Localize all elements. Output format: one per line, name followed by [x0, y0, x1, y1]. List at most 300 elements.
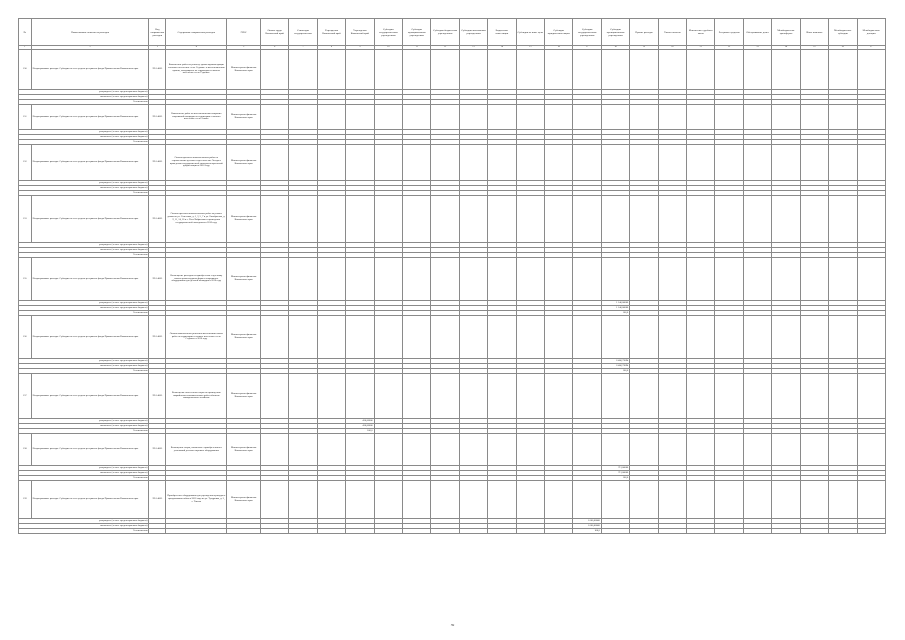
value-cell: [374, 529, 402, 534]
column-number: 5: [227, 46, 261, 50]
value-cell: [488, 105, 516, 130]
subtotal-label: % исполнения: [19, 311, 149, 316]
subtotal-label: утверждено (за счет средств краевого бюджета): [19, 466, 149, 471]
expense-code: 99 0 4005: [149, 434, 166, 466]
expense-code: 99 0 4005: [149, 105, 166, 130]
value-cell: 1 140,00000: [601, 301, 629, 306]
column-header: Уплата налогов: [658, 19, 686, 46]
value-cell: [687, 105, 715, 130]
value-cell: [346, 374, 374, 419]
expense-name: Непрограммные расходы. Субсидии за счет средств резервного фонда Правительства Камчатского края: [31, 481, 149, 519]
value-cell: [630, 50, 658, 90]
value-cell: [403, 50, 431, 90]
value-cell: [545, 258, 573, 301]
value-cell: [545, 481, 573, 519]
value-cell: [317, 481, 345, 519]
value-cell: [800, 105, 828, 130]
column-number: 13: [459, 46, 487, 50]
column-number: 27: [857, 46, 886, 50]
value-cell: [459, 50, 487, 90]
value-cell: 6 400,72094: [601, 359, 629, 364]
column-header: Исполнение судебных актов: [687, 19, 715, 46]
value-cell: [289, 105, 317, 130]
column-header: Субсидии государственным учреждениям: [573, 19, 601, 46]
value-cell: [317, 434, 345, 466]
value-cell: [687, 258, 715, 301]
value-cell: [687, 434, 715, 466]
table-row: [19, 196, 886, 243]
value-cell: [545, 374, 573, 419]
value-cell: [289, 258, 317, 301]
table-row: [19, 316, 886, 359]
value-cell: 100,0: [601, 311, 629, 316]
value-cell: [800, 529, 828, 534]
value-cell: [857, 50, 886, 90]
value-cell: [317, 258, 345, 301]
value-cell: [715, 481, 743, 519]
value-cell: [715, 196, 743, 243]
value-cell: [630, 258, 658, 301]
expense-code: 99 0 4005: [149, 258, 166, 301]
column-number: 9: [346, 46, 374, 50]
value-cell: [601, 258, 629, 301]
table-row: [19, 258, 886, 301]
row-number: 150: [19, 50, 32, 90]
value-cell: [857, 481, 886, 519]
subtotal-label: исполнено (за счет средств краевого бюджета): [19, 471, 149, 476]
subtotal-label: утверждено (за счет средств краевого бюджета): [19, 519, 149, 524]
grbs-name: Министерство финансов Камчатского края: [227, 316, 261, 359]
subtotal-label: утверждено (за счет средств краевого бюджета): [19, 90, 149, 95]
subtotal-label: исполнено (за счет средств краевого бюджета): [19, 424, 149, 429]
expense-name: Непрограммные расходы. Субсидии за счет средств резервного фонда Правительства Камчатского края: [31, 50, 149, 90]
value-cell: [573, 481, 601, 519]
column-header: Межбюджетные дотации: [857, 19, 886, 46]
value-cell: [658, 316, 686, 359]
value-cell: [459, 258, 487, 301]
subtotal-label: исполнено (за счет средств краевого бюджета): [19, 135, 149, 140]
value-cell: [630, 529, 658, 534]
value-cell: [772, 105, 800, 130]
value-cell: [346, 145, 374, 181]
value-cell: [715, 258, 743, 301]
value-cell: [260, 196, 288, 243]
expense-name: Непрограммные расходы. Субсидии за счет средств резервного фонда Правительства Камчатского края: [31, 145, 149, 181]
value-cell: [573, 374, 601, 419]
value-cell: [260, 145, 288, 181]
value-cell: [516, 145, 544, 181]
value-cell: [459, 316, 487, 359]
value-cell: [743, 145, 771, 181]
table-body: [19, 19, 886, 534]
value-cell: [829, 258, 857, 301]
value-cell: [829, 105, 857, 130]
column-number: 2: [31, 46, 149, 50]
page-number: 39: [450, 623, 455, 627]
value-cell: [743, 196, 771, 243]
expense-code: 99 0 4005: [149, 145, 166, 181]
value-cell: [459, 196, 487, 243]
value-cell: [829, 374, 857, 419]
subtotal-label: % исполнения: [19, 140, 149, 145]
value-cell: [658, 258, 686, 301]
value-cell: [317, 105, 345, 130]
value-cell: [573, 196, 601, 243]
value-cell: [715, 50, 743, 90]
column-header: Межбюджетные субсидии: [829, 19, 857, 46]
grbs-name: Министерство финансов Камчатского края: [227, 145, 261, 181]
column-header: Резервные средства: [715, 19, 743, 46]
column-header: Оплата труда Камчатский край: [260, 19, 288, 46]
value-cell: [488, 481, 516, 519]
value-cell: [743, 529, 771, 534]
column-number: 15: [516, 46, 544, 50]
value-cell: 1 140,00000: [601, 306, 629, 311]
value-cell: [630, 105, 658, 130]
value-cell: 100,0: [601, 369, 629, 374]
value-cell: [260, 481, 288, 519]
value-cell: 6 400,72094: [601, 364, 629, 369]
subtotal-label: утверждено (за счет средств краевого бюджета): [19, 419, 149, 424]
value-cell: [403, 196, 431, 243]
value-cell: [772, 145, 800, 181]
value-cell: [545, 316, 573, 359]
value-cell: [166, 529, 227, 534]
column-header: Прочие расходы: [630, 19, 658, 46]
value-cell: [545, 196, 573, 243]
value-cell: [658, 196, 686, 243]
value-cell: [289, 145, 317, 181]
value-cell: [829, 481, 857, 519]
grbs-name: Министерство финансов Камчатского края: [227, 105, 261, 130]
grbs-name: Министерство финансов Камчатского края: [227, 196, 261, 243]
value-cell: [317, 50, 345, 90]
row-number: 151: [19, 105, 32, 130]
value-cell: [374, 316, 402, 359]
value-cell: [289, 316, 317, 359]
value-cell: [800, 481, 828, 519]
value-cell: [743, 316, 771, 359]
value-cell: [743, 105, 771, 130]
value-cell: [601, 145, 629, 181]
value-cell: [374, 196, 402, 243]
column-number: 1: [19, 46, 32, 50]
value-cell: [431, 196, 459, 243]
value-cell: [687, 374, 715, 419]
value-cell: [459, 374, 487, 419]
value-cell: [772, 481, 800, 519]
expense-name: Непрограммные расходы. Субсидии за счет средств резервного фонда Правительства Камчатского края: [31, 105, 149, 130]
subtotal-label: утверждено (за счет средств краевого бюджета): [19, 181, 149, 186]
value-cell: [715, 105, 743, 130]
value-cell: [317, 145, 345, 181]
column-header: Бюджетные инвестиции: [488, 19, 516, 46]
value-cell: [289, 50, 317, 90]
value-cell: [431, 481, 459, 519]
column-header: Субсидии бюджетным учреждениям: [431, 19, 459, 46]
column-number: 3: [149, 46, 166, 50]
column-number: 21: [687, 46, 715, 50]
column-number: 24: [772, 46, 800, 50]
table-row: [19, 481, 886, 519]
value-cell: [573, 50, 601, 90]
column-number: 10: [374, 46, 402, 50]
grbs-name: Министерство финансов Камчатского края: [227, 374, 261, 419]
value-cell: [658, 529, 686, 534]
value-cell: [743, 374, 771, 419]
subtotal-label: утверждено (за счет средств краевого бюджета): [19, 301, 149, 306]
value-cell: [403, 105, 431, 130]
subtotal-row: [19, 529, 886, 534]
column-header: №: [19, 19, 32, 46]
expense-code: 99 0 4005: [149, 196, 166, 243]
value-cell: [601, 196, 629, 243]
value-cell: [715, 316, 743, 359]
value-cell: [829, 50, 857, 90]
column-header: Межбюджетные трансферты: [772, 19, 800, 46]
value-cell: [601, 529, 629, 534]
subtotal-label: % исполнения: [19, 476, 149, 481]
value-cell: [743, 258, 771, 301]
column-header: Субсидии муниципальным учреждениям: [403, 19, 431, 46]
value-cell: [374, 50, 402, 90]
value-cell: [715, 434, 743, 466]
column-header: Субсидии автономным учреждениям: [459, 19, 487, 46]
value-cell: [374, 145, 402, 181]
value-cell: [459, 434, 487, 466]
budget-table: [18, 18, 886, 534]
row-number: 158: [19, 434, 32, 466]
value-cell: [857, 529, 886, 534]
value-cell: 713,00000: [601, 466, 629, 471]
value-cell: [573, 105, 601, 130]
column-number: 7: [289, 46, 317, 50]
value-cell: [630, 434, 658, 466]
subtotal-label: утверждено (за счет средств краевого бюджета): [19, 359, 149, 364]
value-cell: [346, 196, 374, 243]
value-cell: [857, 258, 886, 301]
value-cell: [459, 481, 487, 519]
value-cell: [317, 316, 345, 359]
value-cell: [687, 529, 715, 534]
column-number: 17: [573, 46, 601, 50]
value-cell: [800, 145, 828, 181]
value-cell: [374, 434, 402, 466]
value-cell: [715, 145, 743, 181]
value-cell: [573, 316, 601, 359]
value-cell: [289, 374, 317, 419]
row-number: 157: [19, 374, 32, 419]
table-row: [19, 50, 886, 90]
expense-description: Оплата проектно-изыскательских работ на ремонт домов по ул. Советская, д. 1, 3, 5, 7 и ул. Октябрьская, д. 9, 11, 14, 16 в с. Усть-Хайрюзово и проведения государственной экспертизы в 2016 году: [166, 196, 227, 243]
value-cell: [374, 105, 402, 130]
value-cell: [516, 481, 544, 519]
expense-name: Непрограммные расходы. Субсидии за счет средств резервного фонда Правительства Камчатского края: [31, 196, 149, 243]
row-number: 152: [19, 145, 32, 181]
column-number: 22: [715, 46, 743, 50]
row-number: 155: [19, 258, 32, 301]
value-cell: [488, 50, 516, 90]
value-cell: [829, 529, 857, 534]
value-cell: [630, 481, 658, 519]
value-cell: [772, 196, 800, 243]
value-cell: [630, 374, 658, 419]
value-cell: [772, 258, 800, 301]
subtotal-label: исполнено (за счет средств краевого бюджета): [19, 524, 149, 529]
value-cell: [630, 145, 658, 181]
value-cell: [346, 316, 374, 359]
header-row: [19, 19, 886, 46]
subtotal-label: исполнено (за счет средств краевого бюджета): [19, 186, 149, 191]
column-number: 16: [545, 46, 573, 50]
subtotal-label: утверждено (за счет средств краевого бюджета): [19, 243, 149, 248]
value-cell: [545, 50, 573, 90]
value-cell: [488, 316, 516, 359]
value-cell: [630, 316, 658, 359]
value-cell: 1 000,00000: [573, 524, 601, 529]
expense-description: Выполнение работ по ремонту здания администрации сельского поселения «село Седанка» и восстановлению кровли, находящихся на территории сельского поселения «село Седанка»: [166, 50, 227, 90]
value-cell: [658, 145, 686, 181]
column-header: Код направления расходов: [149, 19, 166, 46]
value-cell: [829, 316, 857, 359]
value-cell: [630, 196, 658, 243]
column-number: 6: [260, 46, 288, 50]
value-cell: [346, 529, 374, 534]
expense-name: Непрограммные расходы. Субсидии за счет средств резервного фонда Правительства Камчатского края: [31, 316, 149, 359]
value-cell: [431, 50, 459, 90]
value-cell: [488, 434, 516, 466]
value-cell: [317, 529, 345, 534]
value-cell: [800, 374, 828, 419]
column-number: 23: [743, 46, 771, 50]
value-cell: [687, 196, 715, 243]
column-number: 12: [431, 46, 459, 50]
expense-description: Возмещение затрат, связанных с приобретением и установкой детского игрового оборудования: [166, 434, 227, 466]
value-cell: [743, 434, 771, 466]
value-cell: [772, 316, 800, 359]
value-cell: [403, 434, 431, 466]
grbs-name: Министерство финансов Камчатского края: [227, 434, 261, 466]
subtotal-label: % исполнения: [19, 369, 149, 374]
value-cell: [658, 434, 686, 466]
value-cell: [573, 434, 601, 466]
value-cell: [857, 105, 886, 130]
value-cell: [488, 196, 516, 243]
column-header: Субсидии муниципальным учреждениям: [601, 19, 629, 46]
expense-description: Выполнение работ по восстановлению покрытия спортивной площадки на территории сельского поселения «село Апача»: [166, 105, 227, 130]
value-cell: [687, 316, 715, 359]
value-cell: 713,00000: [601, 471, 629, 476]
value-cell: [260, 50, 288, 90]
value-cell: [289, 434, 317, 466]
expense-code: 99 0 4005: [149, 316, 166, 359]
value-cell: [829, 196, 857, 243]
column-number: 18: [601, 46, 629, 50]
value-cell: [459, 145, 487, 181]
subtotal-label: утверждено (за счет средств краевого бюджета): [19, 130, 149, 135]
value-cell: [374, 481, 402, 519]
column-header: Стипендии государственные: [289, 19, 317, 46]
value-cell: 430,00000: [346, 424, 374, 429]
expense-description: Оплата проектно-изыскательских работ на строительство детского сада в поселке Оссора и проведения государственной экспертизы проектной документации в 2016 году: [166, 145, 227, 181]
value-cell: [516, 374, 544, 419]
value-cell: [857, 316, 886, 359]
column-number: 14: [488, 46, 516, 50]
value-cell: [260, 258, 288, 301]
value-cell: [431, 529, 459, 534]
column-number: 25: [800, 46, 828, 50]
expense-description: Оплата выполненных ремонтно-восстановительных работ на территории сельского поселения «село Седанка» в 2016 году: [166, 316, 227, 359]
value-cell: [403, 258, 431, 301]
value-cell: [516, 196, 544, 243]
value-cell: 100,0: [601, 476, 629, 481]
value-cell: [431, 145, 459, 181]
value-cell: [601, 316, 629, 359]
column-header: Иные выплаты: [800, 19, 828, 46]
grbs-name: Министерство финансов Камчатского края: [227, 481, 261, 519]
grbs-name: Министерство финансов Камчатского края: [227, 50, 261, 90]
value-cell: [800, 258, 828, 301]
row-number: 156: [19, 316, 32, 359]
value-cell: [772, 50, 800, 90]
value-cell: [403, 145, 431, 181]
value-cell: 100,0: [573, 529, 601, 534]
expense-name: Непрограммные расходы. Субсидии за счет средств резервного фонда Правительства Камчатского края: [31, 434, 149, 466]
row-number: 153: [19, 196, 32, 243]
expense-code: 99 0 4005: [149, 374, 166, 419]
subtotal-label: % исполнения: [19, 253, 149, 258]
value-cell: 1 000,00000: [573, 519, 601, 524]
expense-name: Непрограммные расходы. Субсидии за счет средств резервного фонда Правительства Камчатского края: [31, 374, 149, 419]
value-cell: [260, 434, 288, 466]
column-header: Субсидии государственным учреждениям: [374, 19, 402, 46]
column-number: 11: [403, 46, 431, 50]
value-cell: 100,0: [346, 429, 374, 434]
column-number: 4: [166, 46, 227, 50]
value-cell: [488, 529, 516, 534]
value-cell: [431, 374, 459, 419]
value-cell: [800, 316, 828, 359]
value-cell: [800, 196, 828, 243]
value-cell: [149, 529, 166, 534]
document-sheet: [18, 18, 886, 534]
value-cell: [346, 434, 374, 466]
value-cell: [227, 529, 261, 534]
table-row: [19, 145, 886, 181]
table-row: [19, 374, 886, 419]
value-cell: [601, 434, 629, 466]
value-cell: [403, 529, 431, 534]
value-cell: [516, 105, 544, 130]
column-header: ГРБС: [227, 19, 261, 46]
column-number: 26: [829, 46, 857, 50]
column-header: Наименование показателя расходов: [31, 19, 149, 46]
value-cell: [459, 529, 487, 534]
value-cell: [346, 105, 374, 130]
subtotal-label: % исполнения: [19, 529, 149, 534]
value-cell: [289, 196, 317, 243]
subtotal-label: % исполнения: [19, 191, 149, 196]
column-header: Учреждения Камчатский край: [317, 19, 345, 46]
value-cell: [488, 374, 516, 419]
table-row: [19, 434, 886, 466]
value-cell: [403, 481, 431, 519]
column-number: 8: [317, 46, 345, 50]
subtotal-label: исполнено (за счет средств краевого бюджета): [19, 248, 149, 253]
value-cell: [658, 105, 686, 130]
value-cell: [346, 50, 374, 90]
value-cell: [459, 105, 487, 130]
